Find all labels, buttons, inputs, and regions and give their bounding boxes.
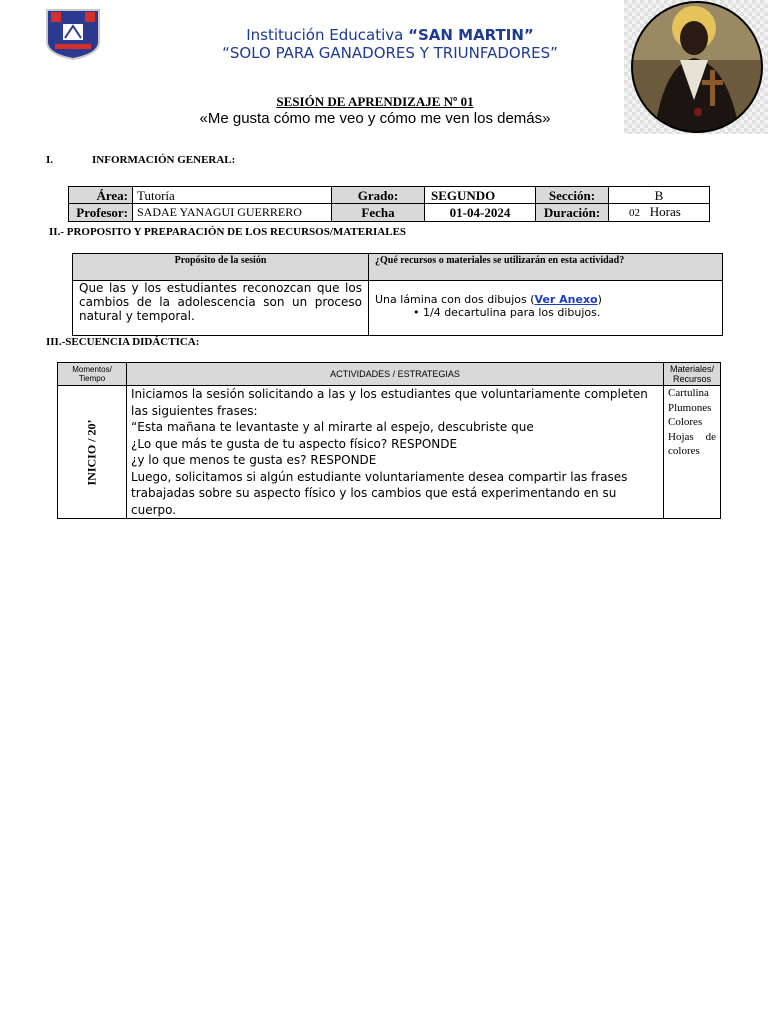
purpose-table bbox=[72, 253, 723, 336]
institution-prefix: Institución Educativa bbox=[246, 26, 409, 44]
material-item: Plumones bbox=[668, 401, 712, 414]
area-value: Tutoría bbox=[133, 187, 332, 204]
duracion-value bbox=[609, 204, 710, 222]
resources-text-end: ) bbox=[597, 293, 602, 306]
activity-line: “Esta mañana te levantaste y al mirarte al espejo, descubriste que bbox=[131, 420, 534, 434]
section-3-label: III.-SECUENCIA DIDÁCTICA: bbox=[46, 336, 200, 348]
session-subtitle: «Me gusta cómo me veo y cómo me ven los demás» bbox=[199, 110, 551, 127]
materials-header: Materiales/ Recursos bbox=[664, 363, 721, 386]
material-item: Hojas de colores bbox=[668, 430, 716, 457]
profesor-value: SADAE YANAGUI GUERRERO bbox=[133, 204, 332, 222]
resources-header: ¿Qué recursos o materiales se utilizarán en esta actividad? bbox=[369, 254, 723, 281]
duracion-label: Duración: bbox=[536, 204, 609, 222]
grado-value: SEGUNDO bbox=[425, 187, 536, 204]
activity-line: Iniciamos la sesión solicitando a las y los estudiantes que voluntariamente completen las siguientes frases: bbox=[131, 387, 648, 418]
section-1-number: I. bbox=[46, 154, 54, 166]
resources-cell bbox=[369, 281, 723, 336]
resources-line bbox=[375, 293, 716, 306]
session-number: SESIÓN DE APRENDIZAJE Nº 01 bbox=[276, 94, 474, 109]
resources-bullet: • 1/4 decartulina para los dibujos. bbox=[413, 306, 601, 319]
didactic-sequence-table bbox=[57, 362, 721, 519]
saint-portrait bbox=[624, 0, 768, 134]
activities-header: ACTIVIDADES / ESTRATEGIAS bbox=[127, 363, 664, 386]
section-2-label: II.- PROPOSITO Y PREPARACIÓN DE LOS RECURSOS/MATERIALES bbox=[49, 226, 407, 238]
general-info-table bbox=[68, 186, 710, 222]
school-header bbox=[140, 26, 640, 62]
purpose-header: Propósito de la sesión bbox=[73, 254, 369, 281]
profesor-label: Profesor: bbox=[69, 204, 133, 222]
activity-line: Luego, solicitamos si algún estudiante voluntariamente desea compartir las frases trabajadas sobre su aspecto físico y los cambios que está experimentando en su cuerpo. bbox=[131, 469, 628, 517]
resources-bullet-text: 1/4 decartulina para los dibujos. bbox=[423, 306, 601, 319]
institution-name: “SAN MARTIN” bbox=[408, 26, 534, 44]
school-logo bbox=[45, 8, 101, 60]
grado-label: Grado: bbox=[332, 187, 425, 204]
seccion-value: B bbox=[609, 187, 710, 204]
activity-line: ¿y lo que menos te gusta es? RESPONDE bbox=[131, 453, 377, 467]
annex-link[interactable]: Ver Anexo bbox=[534, 293, 598, 306]
material-item: Colores bbox=[668, 416, 703, 428]
moment-cell bbox=[58, 386, 127, 519]
session-title bbox=[140, 94, 610, 127]
duracion-unit: Horas bbox=[649, 204, 681, 219]
section-1-label: INFORMACIÓN GENERAL: bbox=[92, 154, 236, 166]
fecha-value: 01-04-2024 bbox=[425, 204, 536, 222]
fecha-label: Fecha bbox=[332, 204, 425, 222]
materials-cell bbox=[664, 386, 721, 519]
area-label: Área: bbox=[69, 187, 133, 204]
resources-text: Una lámina con dos dibujos ( bbox=[375, 293, 535, 306]
seccion-label: Sección: bbox=[536, 187, 609, 204]
school-motto: “SOLO PARA GANADORES Y TRIUNFADORES” bbox=[222, 44, 558, 62]
activities-cell bbox=[127, 386, 664, 519]
duracion-num: 02 bbox=[629, 207, 640, 219]
activity-line: ¿Lo que más te gusta de tu aspecto físico? RESPONDE bbox=[131, 436, 458, 451]
moments-header: Momentos/ Tiempo bbox=[58, 363, 127, 386]
moment-label: INICIO / 20’ bbox=[84, 419, 99, 486]
purpose-text: Que las y los estudiantes reconozcan que los cambios de la adolescencia son un proceso natural y temporal. bbox=[73, 281, 369, 336]
material-item: Cartulina bbox=[668, 387, 709, 399]
